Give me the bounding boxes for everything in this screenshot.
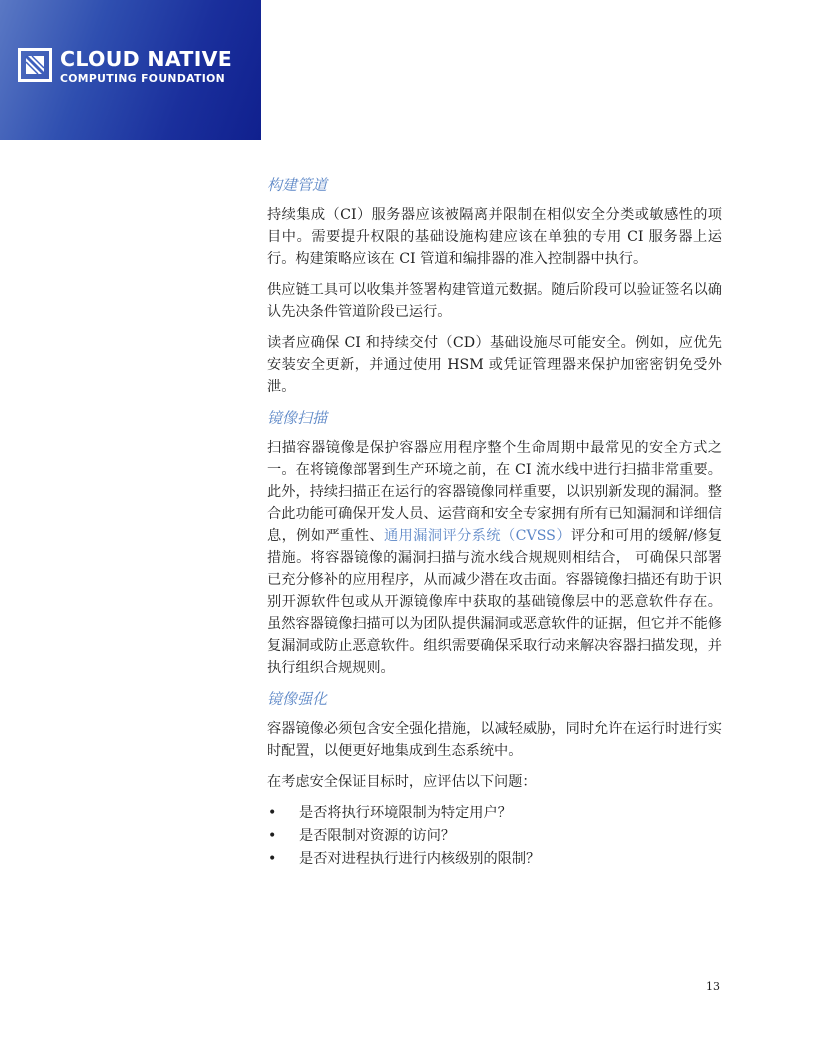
bullet-icon: • bbox=[268, 851, 277, 867]
list-item-text: 是否对进程执行进行内核级别的限制？ bbox=[299, 851, 541, 867]
questions-list bbox=[267, 802, 722, 871]
document-body bbox=[267, 174, 722, 871]
scanning-text-after: 评分和可用的缓解/修复措施。将容器镜像的漏洞扫描与流水线合规规则相结合， 可确保只部署已充分修补的应用程序，从而减少潜在攻击面。容器镜像扫描还有助于识别开源软件包或从开源镜像库中获取的基础镜像层中的恶意软件存在。 虽然容器镜像扫描可以为团队提供漏洞或恶意软件的证据，但它并不能修复漏洞或防止恶意软件。组织需要确保采取行动来解决容器扫描发现，并执行组织合规规则。 bbox=[267, 528, 722, 676]
list-item bbox=[267, 802, 722, 825]
heading-image-scanning: 镜像扫描 bbox=[267, 409, 328, 427]
paragraph-hardening: 容器镜像必须包含安全强化措施，以减轻威胁，同时允许在运行时进行实时配置，以便更好地集成到生态系统中。 bbox=[267, 721, 722, 759]
paragraph-ci-cd-security: 读者应确保 CI 和持续交付（CD）基础设施尽可能安全。例如，应优先安装安全更新，并通过使用 HSM 或凭证管理器来保护加密密钥免受外泄。 bbox=[267, 335, 722, 395]
logo-line-1: CLOUD NATIVE bbox=[60, 47, 233, 71]
logo-wordmark bbox=[60, 49, 232, 86]
list-item-text: 是否将执行环境限制为特定用户？ bbox=[299, 805, 512, 821]
paragraph-supply-chain: 供应链工具可以收集并签署构建管道元数据。随后阶段可以验证签名以确认先决条件管道阶段已运行。 bbox=[267, 282, 722, 320]
heading-build-pipeline: 构建管道 bbox=[267, 176, 328, 194]
header-banner bbox=[0, 0, 261, 140]
paragraph-questions-intro: 在考虑安全保证目标时，应评估以下问题： bbox=[267, 774, 537, 790]
scanning-text-before: 扫描容器镜像是保护容器应用程序整个生命周期中最常见的安全方式之一。在将镜像部署到生产环境之前，在 CI 流水线中进行扫描非常重要。 此外，持续扫描正在运行的容器镜像同样重要，以识别新发现的漏洞。整合此功能可确保开发人员、运营商和安全专家拥有所有已知漏洞和详细信息，例如严重性、 bbox=[267, 440, 722, 544]
bullet-icon: • bbox=[268, 828, 277, 844]
paragraph-image-scanning bbox=[267, 437, 722, 679]
bullet-icon: • bbox=[268, 805, 277, 821]
heading-image-hardening: 镜像强化 bbox=[267, 690, 328, 708]
cncf-logo-icon bbox=[18, 48, 52, 82]
cvss-link[interactable]: 通用漏洞评分系统（CVSS） bbox=[384, 528, 571, 544]
logo-line-2: COMPUTING FOUNDATION bbox=[60, 72, 225, 85]
list-item bbox=[267, 825, 722, 848]
page-number: 13 bbox=[706, 980, 720, 993]
list-item-text: 是否限制对资源的访问？ bbox=[299, 828, 456, 844]
list-item bbox=[267, 848, 722, 871]
paragraph-ci-isolation: 持续集成（CI）服务器应该被隔离并限制在相似安全分类或敏感性的项目中。需要提升权限的基础设施构建应该在单独的专用 CI 服务器上运行。构建策略应该在 CI 管道和编排器的准入控制器中执行。 bbox=[267, 207, 722, 267]
